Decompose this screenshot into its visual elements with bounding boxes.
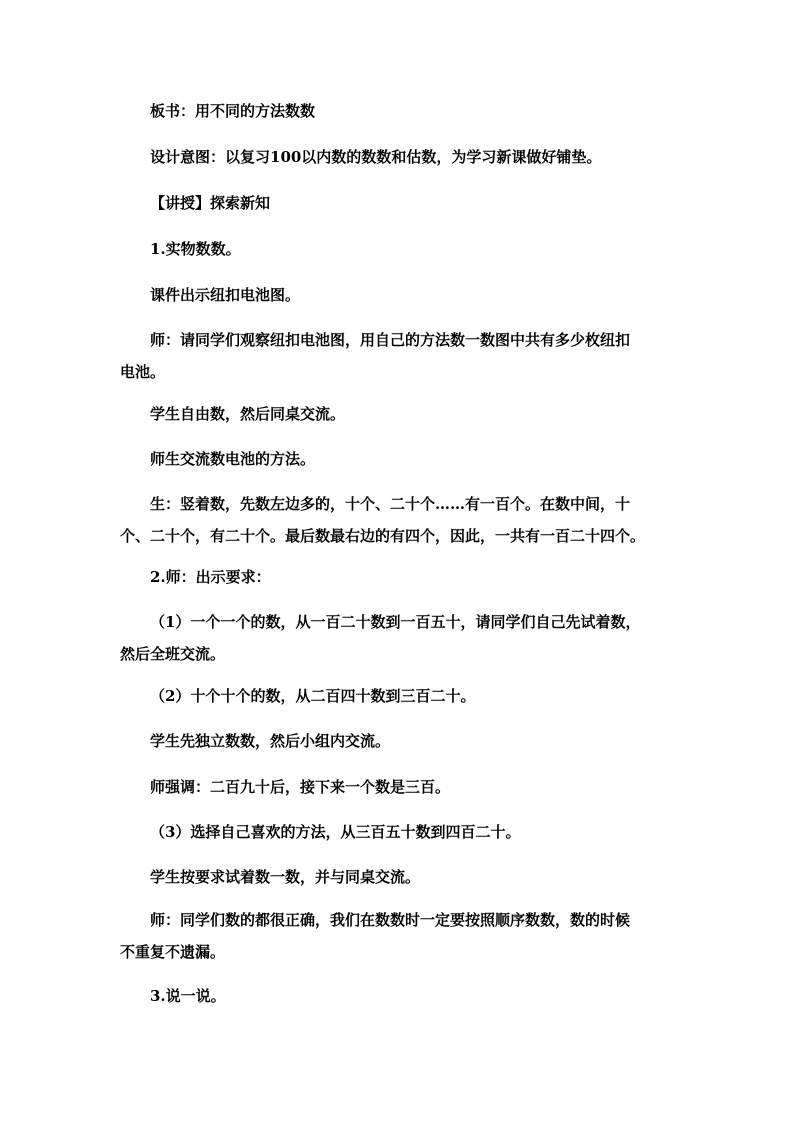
paragraph-step-2: 2.师：出示要求： — [150, 568, 271, 586]
paragraph-board-title: 板书：用不同的方法数数 — [150, 102, 316, 120]
paragraph-line: 个、二十个，有二十个。最后数最右边的有四个，因此，一共有一百二十四个。 — [120, 527, 646, 545]
paragraph-student-answer — [120, 488, 680, 552]
paragraph-step-3: 3.说一说。 — [150, 987, 226, 1005]
paragraph-teacher-emphasize: 师强调：二百九十后，接下来一个数是三百。 — [150, 778, 451, 796]
paragraph-requirement-1 — [120, 606, 680, 670]
paragraph-exchange-method: 师生交流数电池的方法。 — [150, 450, 316, 468]
paragraph-line: 不重复不遗漏。 — [120, 943, 226, 961]
paragraph-requirement-2: （2）十个十个的数，从二百四十数到三百二十。 — [150, 687, 476, 705]
paragraph-requirement-3: （3）选择自己喜欢的方法，从三百五十数到四百二十。 — [150, 823, 521, 841]
paragraph-student-count: 学生自由数，然后同桌交流。 — [150, 405, 346, 423]
section-heading-explore: 【讲授】探索新知 — [150, 194, 271, 212]
paragraph-line: 然后全班交流。 — [120, 645, 226, 663]
paragraph-student-try: 学生按要求试着数一数，并与同桌交流。 — [150, 868, 421, 886]
paragraph-line: （1）一个一个的数，从一百二十数到一百五十，请同学们自己先试着数， — [150, 613, 641, 631]
paragraph-design-intent: 设计意图：以复习100以内数的数数和估数，为学习新课做好铺垫。 — [150, 148, 602, 166]
paragraph-line: 电池。 — [120, 363, 166, 381]
paragraph-step-1: 1.实物数数。 — [150, 240, 241, 258]
paragraph-group-exchange: 学生先独立数数，然后小组内交流。 — [150, 732, 391, 750]
paragraph-line: 生：竖着数，先数左边多的，十个、二十个……有一百个。在数中间，十 — [150, 495, 631, 513]
paragraph-show-image: 课件出示纽扣电池图。 — [150, 286, 301, 304]
paragraph-teacher-observe — [120, 324, 680, 388]
paragraph-teacher-summary — [120, 904, 680, 968]
paragraph-line: 师：同学们数的都很正确，我们在数数时一定要按照顺序数数，数的时候 — [150, 911, 631, 929]
paragraph-line: 师：请同学们观察纽扣电池图，用自己的方法数一数图中共有多少枚纽扣 — [150, 331, 631, 349]
